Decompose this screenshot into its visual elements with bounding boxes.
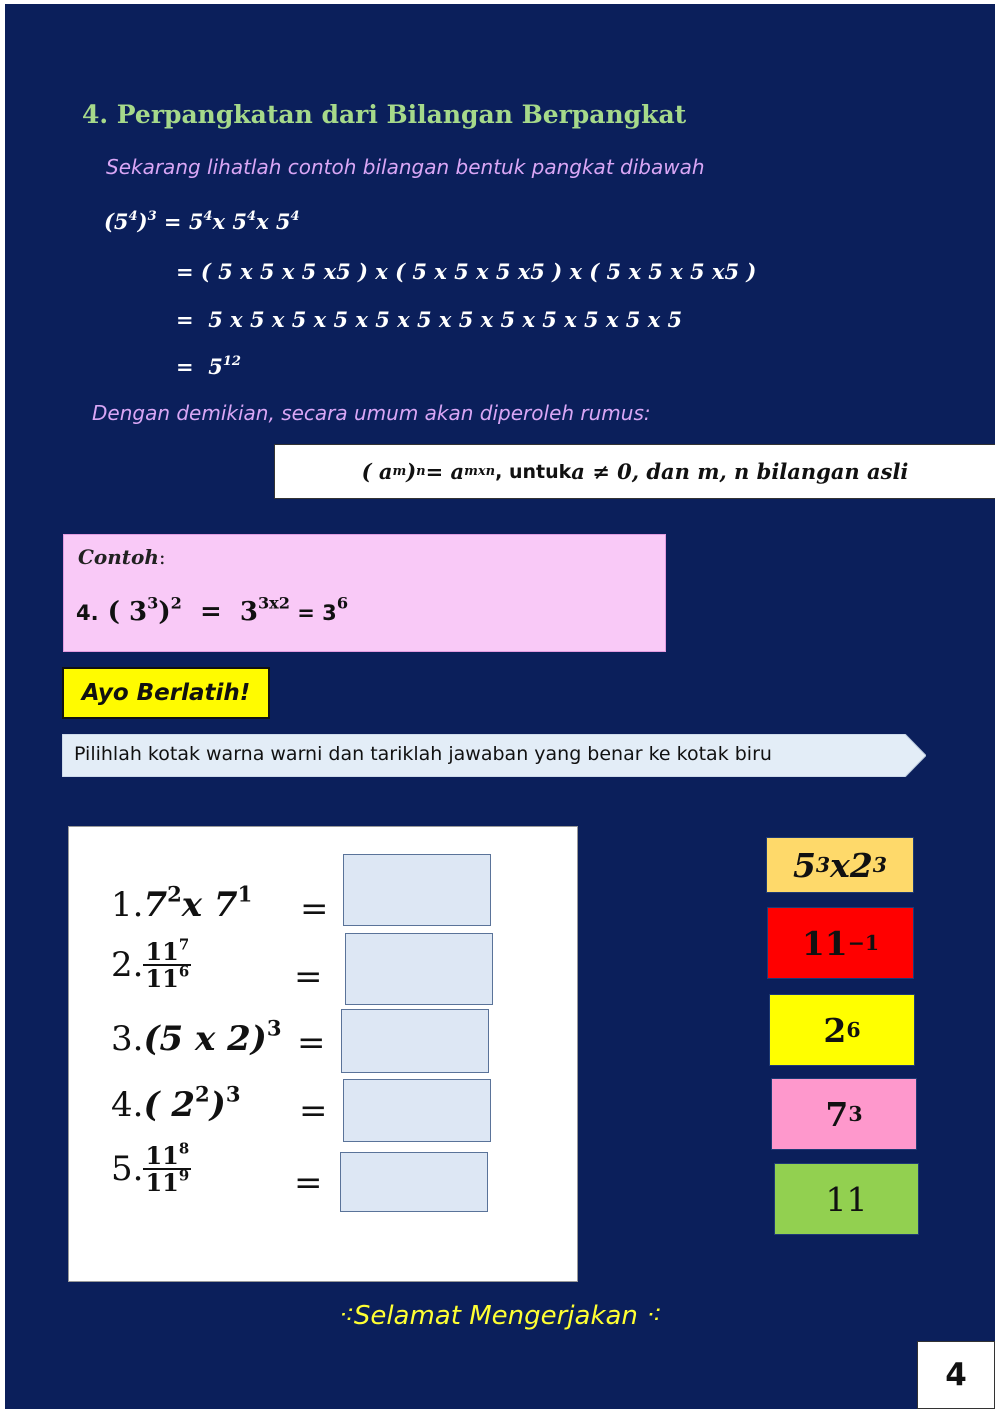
answer-tile-4[interactable]: 7 3	[771, 1078, 917, 1150]
question-2: 2. $\frac{11^7}{11^6}$	[111, 935, 190, 994]
practice-heading: Ayo Berlatih!	[62, 667, 270, 719]
example-step-2: = 5 x 5 x 5 x 5 x 5 x 5 x 5 x 5 x 5 x 5 x 5 x 5	[176, 307, 683, 332]
equals-sign: =	[294, 1163, 323, 1203]
conclusion-text: Dengan demikian, secara umum akan diperoleh rumus:	[92, 401, 651, 425]
intro-text: Sekarang lihatlah contoh bilangan bentuk pangkat dibawah	[106, 155, 705, 179]
question-3: 3.(5 x 2)$^3$	[111, 1015, 282, 1059]
question-5: 5. $\frac{11^8}{11^9}$	[111, 1139, 190, 1198]
answer-tile-2[interactable]: 11 −1	[767, 907, 914, 979]
answer-box-1[interactable]	[343, 854, 491, 926]
example-step-0: $(5^4)^3 = 5^4x$ $5^4x$ $5^4$	[104, 208, 300, 234]
example-expression: 4. ( $3^3)^2 = 3^{3x2} = 3^6$	[76, 593, 349, 627]
example-step-3: = $5^{12}$	[176, 353, 241, 379]
example-step-1: = ( 5 x 5 x 5 x5 ) x ( 5 x 5 x 5 x5 ) x ( 5 x 5 x 5 x5 )	[176, 259, 757, 284]
section-title: 4. Perpangkatan dari Bilangan Berpangkat	[82, 100, 687, 129]
question-4: 4.( $2^2)^3$	[111, 1081, 241, 1125]
answer-box-3[interactable]	[341, 1009, 489, 1073]
question-1: $1.7^2x$ $7^1$	[111, 881, 253, 925]
answer-tile-3[interactable]: 2 6	[769, 994, 915, 1066]
answer-box-2[interactable]	[345, 933, 493, 1005]
equals-sign: =	[299, 1091, 328, 1131]
questions-panel	[68, 826, 578, 1282]
worksheet-page	[5, 4, 995, 1409]
example-label: Contoh:	[78, 545, 166, 569]
equals-sign: =	[300, 889, 329, 929]
answer-tile-5[interactable]: 11	[774, 1163, 919, 1235]
page-number: 4	[917, 1341, 995, 1409]
instruction-text: Pilihlah kotak warna warni dan tariklah jawaban yang benar ke kotak biru	[74, 743, 772, 765]
answer-box-5[interactable]	[340, 1152, 488, 1212]
answer-box-4[interactable]	[343, 1079, 491, 1142]
answer-tile-1[interactable]: 5 3 x2 3	[766, 837, 914, 893]
equals-sign: =	[294, 957, 323, 997]
general-formula: ( a m ) n = a mxn , untuk a ≠ 0, dan m, n bilangan asli	[274, 444, 995, 499]
equals-sign: =	[297, 1023, 326, 1063]
instruction-banner	[62, 734, 926, 777]
example-box	[63, 534, 666, 652]
closing-message: ⁖Selamat Mengerjakan ⁖	[338, 1301, 662, 1331]
